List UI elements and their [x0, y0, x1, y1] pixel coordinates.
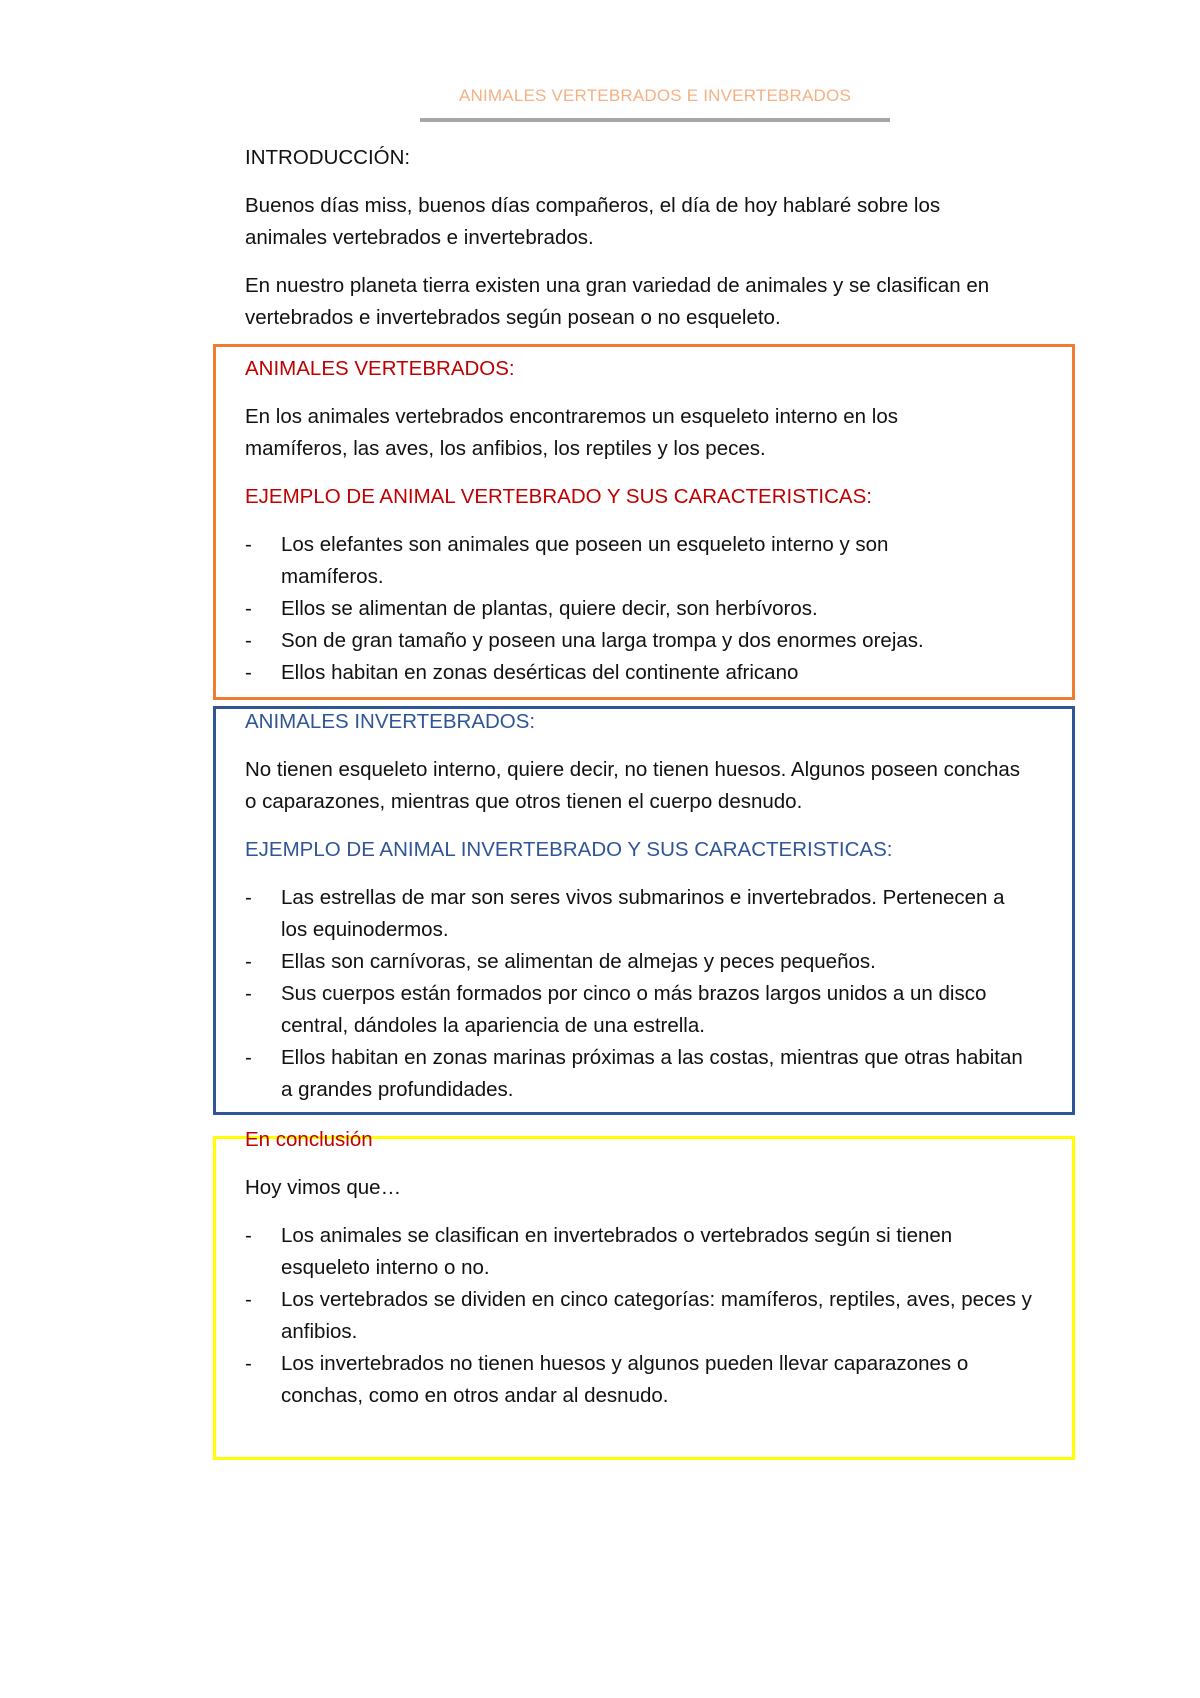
- list-item: - Ellos habitan en zonas desérticas del continente africano: [245, 661, 799, 684]
- list-item: - Ellas son carnívoras, se alimentan de almejas y peces pequeños.: [245, 950, 876, 973]
- invertebrates-example-heading: EJEMPLO DE ANIMAL INVERTEBRADO Y SUS CARACTERISTICAS:: [245, 838, 893, 861]
- intro-heading: INTRODUCCIÓN:: [245, 146, 411, 169]
- intro-section: [245, 142, 1045, 334]
- invertebrates-list: [245, 882, 1035, 1106]
- list-item: - Las estrellas de mar son seres vivos submarinos e invertebrados. Pertenecen a los equinodermos.: [245, 886, 1005, 941]
- list-item: - Ellos se alimentan de plantas, quiere decir, son herbívoros.: [245, 597, 818, 620]
- invertebrates-paragraph: No tienen esqueleto interno, quiere decir, no tienen huesos. Algunos poseen conchas o caparazones, mientras que otros tienen el cuerpo desnudo.: [245, 758, 1020, 813]
- list-item: - Los invertebrados no tienen huesos y algunos pueden llevar caparazones o conchas, como en otros andar al desnudo.: [245, 1352, 969, 1407]
- document-title: ANIMALES VERTEBRADOS E INVERTEBRADOS: [458, 86, 851, 105]
- title-underline: [420, 118, 890, 122]
- list-item: - Los elefantes son animales que poseen un esqueleto interno y son mamíferos.: [245, 533, 889, 588]
- intro-paragraph-1: Buenos días miss, buenos días compañeros, el día de hoy hablaré sobre los animales vertebrados e invertebrados.: [245, 194, 941, 249]
- conclusion-lead: Hoy vimos que…: [245, 1176, 402, 1199]
- list-item: - Ellos habitan en zonas marinas próximas a las costas, mientras que otras habitan a grandes profundidades.: [245, 1046, 1023, 1101]
- intro-paragraph-2: En nuestro planeta tierra existen una gran variedad de animales y se clasifican en vertebrados e invertebrados según posean o no esqueleto.: [245, 274, 990, 329]
- vertebrates-section: [245, 353, 1045, 689]
- invertebrates-heading: ANIMALES INVERTEBRADOS:: [245, 710, 536, 733]
- list-item: - Son de gran tamaño y poseen una larga trompa y dos enormes orejas.: [245, 629, 924, 652]
- conclusion-section: [245, 1124, 1045, 1412]
- conclusion-heading: En conclusión: [245, 1128, 373, 1151]
- vertebrates-example-heading: EJEMPLO DE ANIMAL VERTEBRADO Y SUS CARACTERISTICAS:: [245, 485, 872, 508]
- vertebrates-heading: ANIMALES VERTEBRADOS:: [245, 357, 515, 380]
- conclusion-list: [245, 1220, 1035, 1412]
- vertebrates-paragraph: En los animales vertebrados encontraremos un esqueleto interno en los mamíferos, las aves, los anfibios, los reptiles y los peces.: [245, 405, 898, 460]
- list-item: - Los animales se clasifican en invertebrados o vertebrados según si tienen esqueleto interno o no.: [245, 1224, 953, 1279]
- list-item: - Sus cuerpos están formados por cinco o más brazos largos unidos a un disco central, dándoles la apariencia de una estrella.: [245, 982, 987, 1037]
- invertebrates-section: [245, 706, 1045, 1106]
- list-item: - Los vertebrados se dividen en cinco categorías: mamíferos, reptiles, aves, peces y anfibios.: [245, 1288, 1032, 1343]
- vertebrates-list: [245, 529, 965, 689]
